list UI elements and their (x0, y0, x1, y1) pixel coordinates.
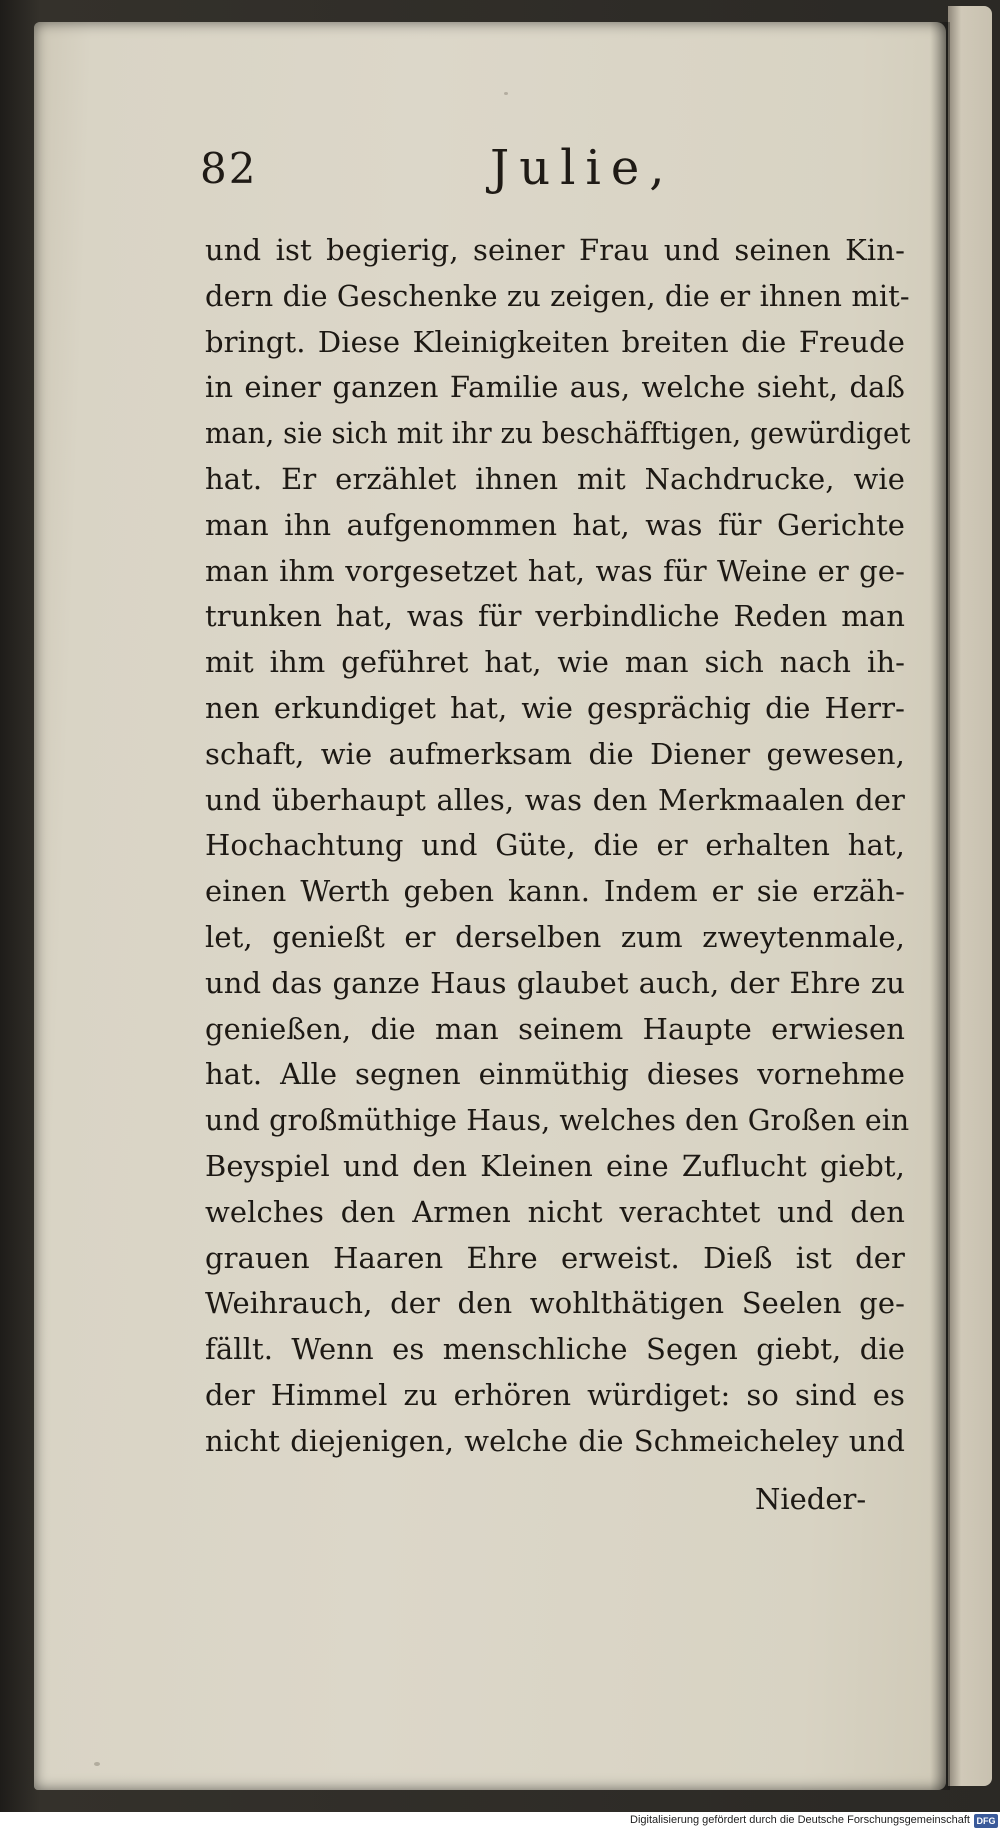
text-line: und ist begierig, seiner Frau und seinen Kin- (205, 233, 905, 267)
text-line: hat. Er erzählet ihnen mit Nachdrucke, wie (205, 461, 905, 496)
text-line: welches den Armen nicht verachtet und den (205, 1194, 905, 1229)
text-line: fällt. Wenn es menschliche Segen giebt, die (205, 1332, 905, 1367)
text-line: hat. Alle segnen einmüthig dieses vornehme (205, 1057, 905, 1092)
dfg-logo: DFG (974, 1814, 998, 1828)
text-line: schaft, wie aufmerksam die Diener gewesen, (205, 736, 905, 771)
text-line: und das ganze Haus glaubet auch, der Ehre zu (205, 965, 905, 1000)
text-line: man ihm vorgesetzet hat, was für Weine er ge- (205, 553, 905, 588)
text-line: grauen Haaren Ehre erweist. Dieß ist der (205, 1240, 905, 1275)
page-number: 82 (200, 144, 258, 193)
text-line: in einer ganzen Familie aus, welche sieht, daß (205, 370, 905, 405)
text-line: nen erkundiget hat, wie gesprächig die Herr- (205, 690, 905, 725)
text-line: mit ihm geführet hat, wie man sich nach ih- (205, 645, 905, 680)
text-line: Hochachtung und Güte, die er erhalten hat, (205, 828, 905, 863)
text-line: bringt. Diese Kleinigkeiten breiten die Freude (205, 324, 905, 359)
text-line: nicht diejenigen, welche die Schmeicheley und (205, 1423, 905, 1458)
text-line: Weihrauch, der den wohlthätigen Seelen ge- (205, 1286, 905, 1321)
page-header (200, 140, 860, 200)
paper-speck (94, 1762, 100, 1766)
text-line: man, sie sich mit ihr zu beschäfftigen, gewürdiget (205, 416, 911, 451)
digitization-footer (0, 1812, 1000, 1832)
text-line: und überhaupt alles, was den Merkmaalen der (205, 782, 905, 817)
paper-speck (504, 92, 508, 95)
text-line: dern die Geschenke zu zeigen, die er ihnen mit- (205, 278, 910, 313)
text-line: Beyspiel und den Kleinen eine Zuflucht giebt, (205, 1148, 905, 1183)
text-line: man ihn aufgenommen hat, was für Gerichte (205, 507, 905, 542)
text-line: genießen, die man seinem Haupte erwiesen (205, 1011, 905, 1046)
facing-page-edge (948, 6, 992, 1786)
text-line: und großmüthige Haus, welches den Großen ein (205, 1103, 910, 1138)
text-line: trunken hat, was für verbindliche Reden man (205, 599, 905, 634)
running-head: Julie, (490, 140, 675, 196)
body-text (205, 228, 911, 1465)
text-line: einen Werth geben kann. Indem er sie erzäh- (205, 874, 905, 909)
catchword: Nieder- (755, 1482, 867, 1516)
text-line: let, genießt er derselben zum zweytenmale, (205, 919, 905, 954)
funding-credit: Digitalisierung gefördert durch die Deutsche Forschungsgemeinschaft (630, 1814, 970, 1826)
text-line: der Himmel zu erhören würdiget: so sind es (205, 1377, 905, 1412)
gutter-shadow (930, 22, 950, 1790)
